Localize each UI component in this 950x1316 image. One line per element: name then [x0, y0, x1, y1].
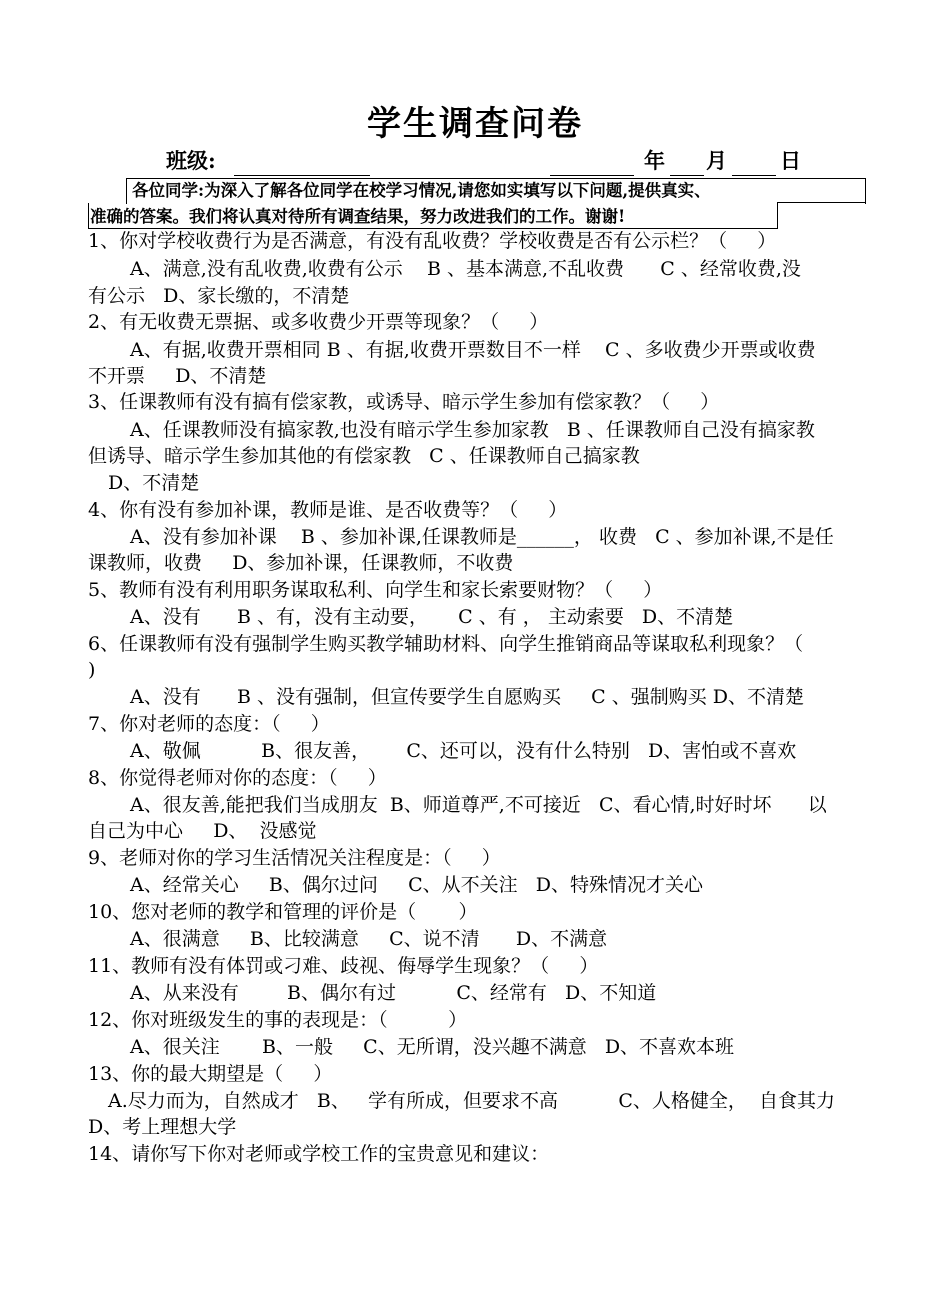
question-10: 10、您对老师的教学和管理的评价是（ ）	[88, 901, 478, 923]
options-1: A、满意,没有乱收费,收费有公示 B 、基本满意,不乱收费 C 、经常收费,没	[130, 258, 801, 280]
options-9: A、经常关心 B、偶尔过问 C、从不关注 D、特殊情况才关心	[130, 874, 703, 896]
question-3: 3、任课教师有没有搞有偿家教，或诱导、暗示学生参加有偿家教？（ ）	[88, 391, 720, 413]
options-7: A、敬佩 B、很友善， C、还可以，没有什么特别 D、害怕或不喜欢	[130, 740, 797, 762]
options-6: A、没有 B 、没有强制，但宣传要学生自愿购买 C 、强制购买 D、不清楚	[130, 686, 805, 708]
options-10: A、很满意 B、比较满意 C、说不清 D、不满意	[130, 928, 608, 950]
notice-box	[88, 178, 872, 230]
question-9: 9、老师对你的学习生活情况关注程度是：（ ）	[88, 847, 501, 869]
question-5: 5、教师有没有利用职务谋取私利、向学生和家长索要财物？（ ）	[88, 579, 663, 601]
day-field[interactable]	[732, 146, 776, 176]
question-8: 8、你觉得老师对你的态度：（ ）	[88, 767, 387, 789]
class-label: 班级:	[166, 148, 216, 173]
day-label: 日	[780, 148, 801, 173]
options-3-cont2: D、不清楚	[108, 472, 200, 494]
question-1: 1、你对学校收费行为是否满意，有没有乱收费？学校收费是否有公示栏？（ ）	[88, 230, 777, 252]
question-11: 11、教师有没有体罚或刁难、歧视、侮辱学生现象？（ ）	[88, 955, 599, 977]
options-11: A、从来没有 B、偶尔有过 C、经常有 D、不知道	[130, 982, 657, 1004]
class-field[interactable]	[234, 146, 370, 176]
month-label: 月	[706, 148, 727, 173]
options-4: A、没有参加补课 B 、参加补课,任课教师是______， 收费 C 、参加补课,不是任	[130, 526, 834, 548]
question-4: 4、你有没有参加补课，教师是谁、是否收费等？（ ）	[88, 499, 568, 521]
options-13: A.尽力而为，自然成才 B、 学有所成，但要求不高 C、人格健全， 自食其力	[108, 1090, 835, 1112]
question-12: 12、你对班级发生的事的表现是：（ ）	[88, 1009, 468, 1031]
question-13: 13、你的最大期望是（ ）	[88, 1063, 333, 1085]
question-7: 7、你对老师的态度：（ ）	[88, 713, 330, 735]
header-fields	[166, 146, 846, 176]
options-8: A、很友善,能把我们当成朋友 B、师道尊严,不可接近 C、看心情,时好时坏 以	[130, 794, 827, 816]
question-6: 6、任课教师有没有强制学生购买教学辅助材料、向学生推销商品等谋取私利现象？（	[88, 633, 804, 655]
options-5: A、没有 B 、有，没有主动要， C 、有 ， 主动索要 D、不清楚	[130, 606, 734, 628]
options-8-cont: 自己为中心 D、 没感觉	[88, 820, 317, 842]
question-2: 2、有无收费无票据、或多收费少开票等现象？（ ）	[88, 311, 549, 333]
options-13-cont: D、考上理想大学	[88, 1116, 237, 1138]
page-title: 学生调查问卷	[367, 104, 583, 144]
date-blank[interactable]	[550, 146, 634, 176]
question-6-cont: )	[88, 659, 96, 681]
options-12: A、很关注 B、一般 C、无所谓，没兴趣不满意 D、不喜欢本班	[130, 1036, 735, 1058]
notice-line-2: 准确的答案。我们将认真对待所有调查结果，努力改进我们的工作。谢谢!	[90, 207, 626, 226]
month-field[interactable]	[670, 146, 704, 176]
year-label: 年	[644, 148, 665, 173]
notice-line-1: 各位同学:为深入了解各位同学在校学习情况,请您如实填写以下问题,提供真实、	[132, 181, 711, 200]
options-4-cont: 课教师，收费 D、参加补课，任课教师，不收费	[88, 552, 514, 574]
options-3: A、任课教师没有搞家教,也没有暗示学生参加家教 B 、任课教师自己没有搞家教	[130, 419, 815, 441]
options-2: A、有据,收费开票相同 B 、有据,收费开票数目不一样 C 、多收费少开票或收费	[130, 339, 816, 361]
question-14: 14、请你写下你对老师或学校工作的宝贵意见和建议：	[88, 1143, 550, 1165]
options-2-cont: 不开票 D、不清楚	[88, 365, 267, 387]
options-3-cont: 但诱导、暗示学生参加其他的有偿家教 C 、任课教师自己搞家教	[88, 445, 640, 467]
options-1-cont: 有公示 D、家长缴的，不清楚	[88, 285, 350, 307]
